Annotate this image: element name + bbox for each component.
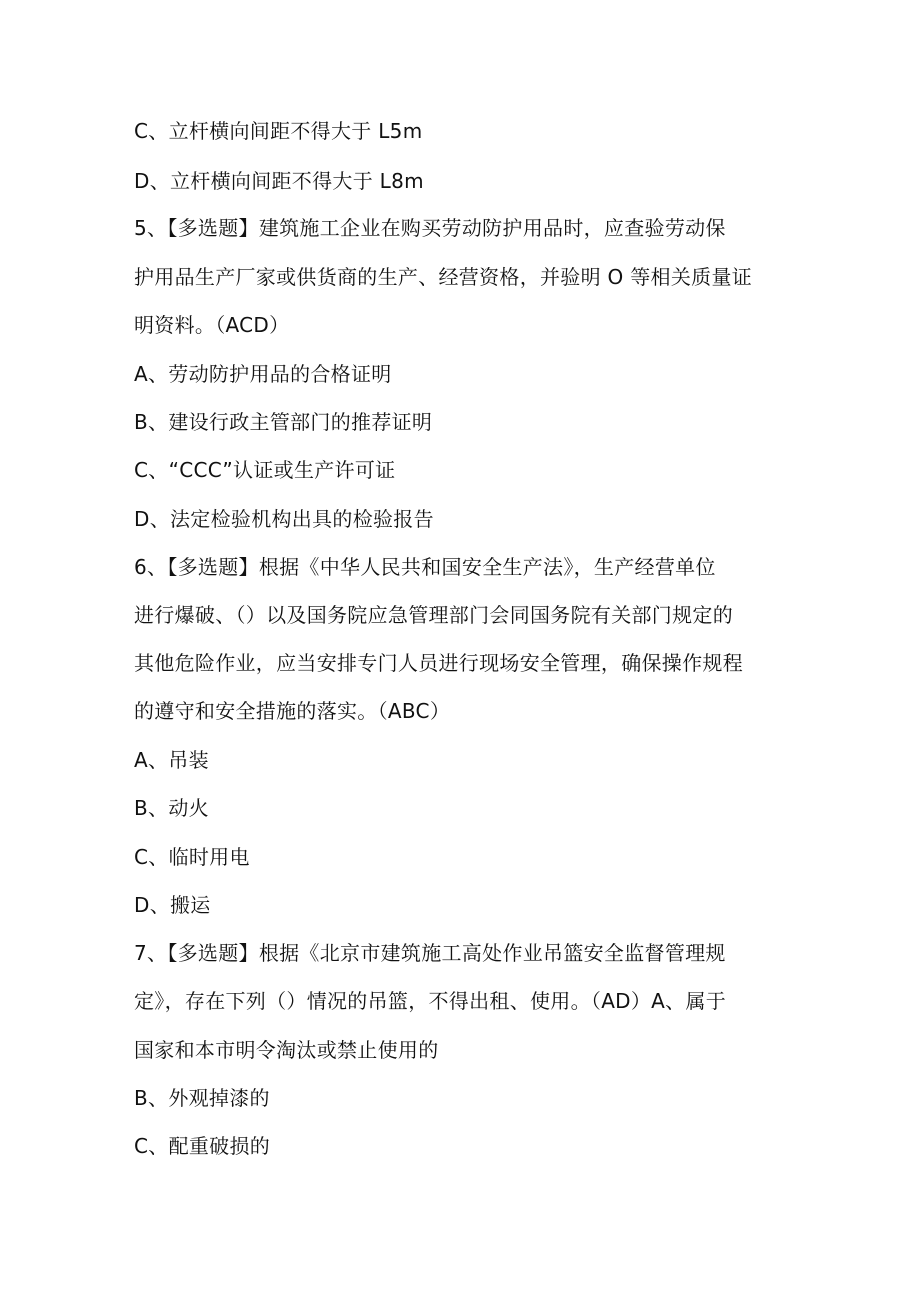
question-5-line-1: 5、【多选题】建筑施工企业在购买劳动防护用品时，应查验劳动保	[134, 216, 726, 240]
option-c-q5: C、“CCC”认证或生产许可证	[134, 458, 396, 482]
question-6-line-1: 6、【多选题】根据《中华人民共和国安全生产法》，生产经营单位	[134, 555, 716, 579]
option-d-q4: D、立杆横向间距不得大于 L8m	[134, 169, 424, 193]
question-6-line-3: 其他危险作业，应当安排专门人员进行现场安全管理，确保操作规程	[134, 651, 743, 675]
option-d-q5: D、法定检验机构出具的检验报告	[134, 507, 434, 531]
question-7-line-1: 7、【多选题】根据《北京市建筑施工高处作业吊篮安全监督管理规	[134, 941, 726, 965]
option-c-q6: C、临时用电	[134, 845, 250, 869]
question-5-line-3: 明资料。（ACD）	[134, 313, 290, 337]
option-b-q6: B、动火	[134, 796, 209, 820]
question-5-line-2: 护用品生产厂家或供货商的生产、经营资格，并验明 O 等相关质量证	[134, 265, 753, 289]
option-b-q5: B、建设行政主管部门的推荐证明	[134, 410, 433, 434]
option-a-q5: A、劳动防护用品的合格证明	[134, 362, 392, 386]
option-a-q6: A、吊装	[134, 748, 209, 772]
option-d-q6: D、搬运	[134, 893, 211, 917]
option-c-q7: C、配重破损的	[134, 1134, 271, 1158]
option-b-q7: B、外观掉漆的	[134, 1086, 270, 1110]
question-7-line-3: 国家和本市明令淘汰或禁止使用的	[134, 1038, 439, 1062]
option-c-q4: C、立杆横向间距不得大于 L5m	[134, 119, 423, 143]
question-6-line-2: 进行爆破、（）以及国务院应急管理部门会同国务院有关部门规定的	[134, 603, 733, 627]
question-7-line-2: 定》，存在下列（）情况的吊篮，不得出租、使用。（AD）A、属于	[134, 989, 727, 1013]
question-6-line-4: 的遵守和安全措施的落实。（ABC）	[134, 699, 451, 723]
